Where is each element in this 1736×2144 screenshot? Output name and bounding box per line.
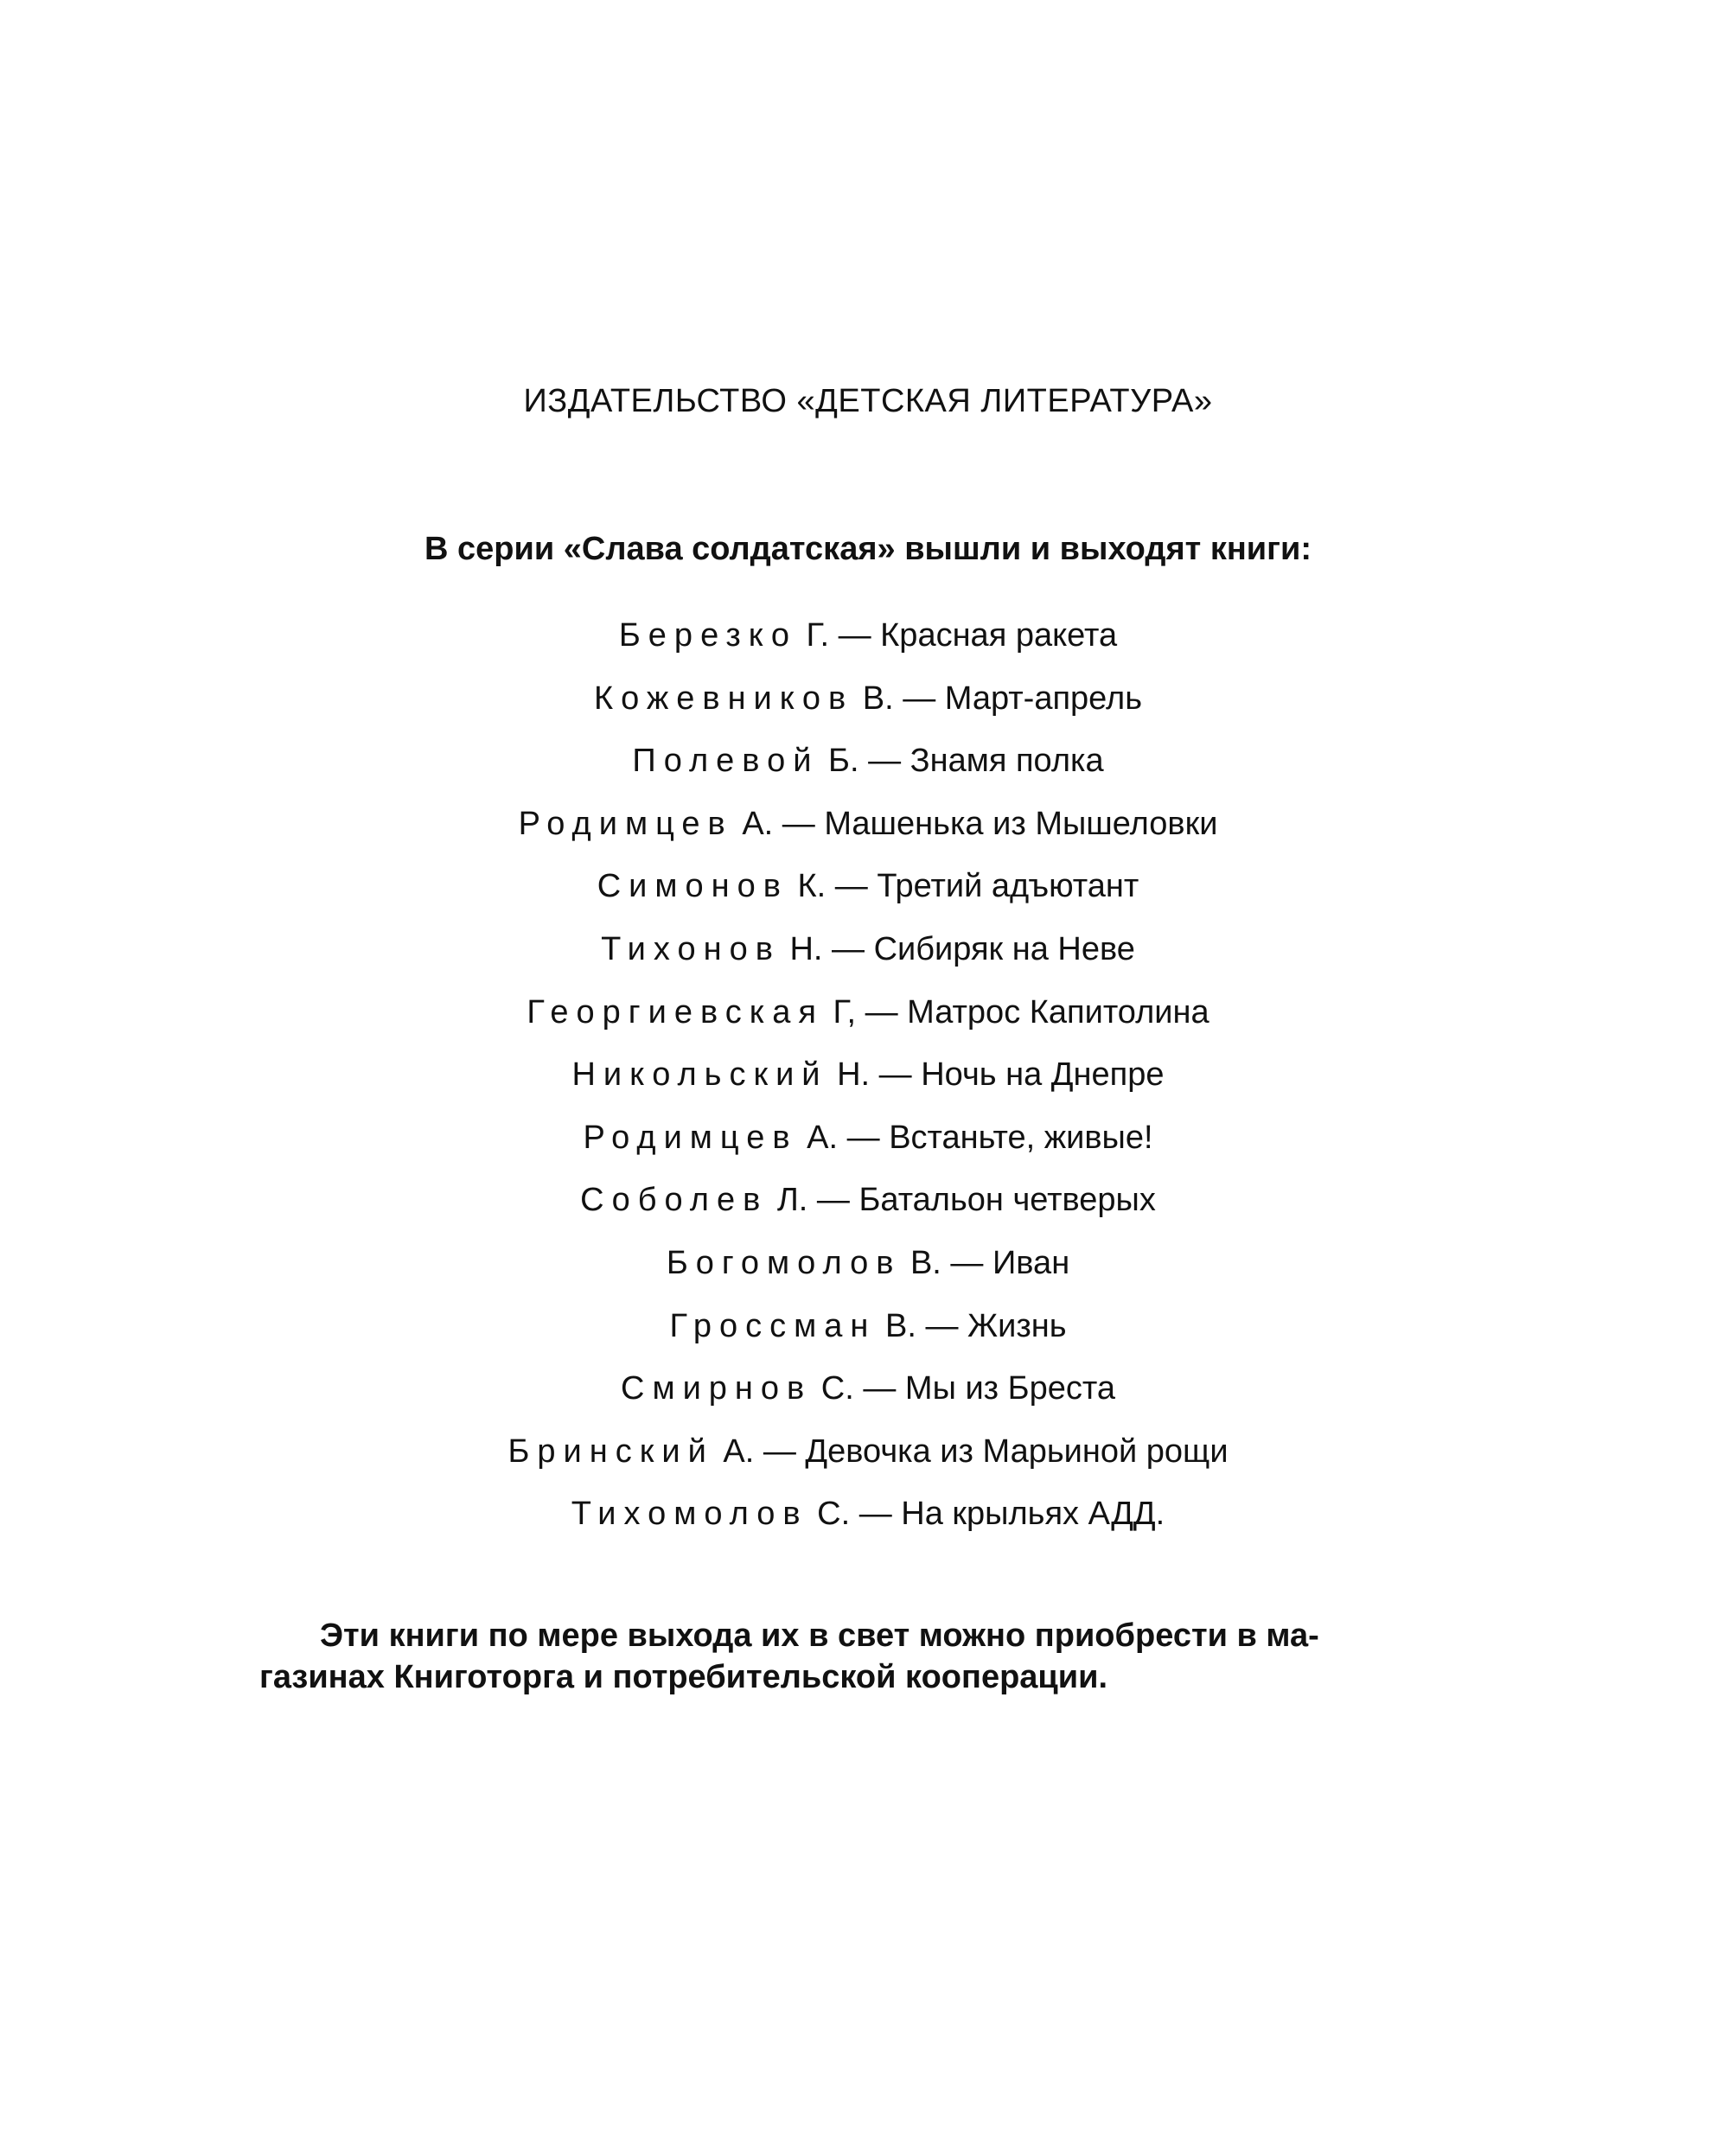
dash: — <box>903 680 936 717</box>
book-entry <box>0 612 1736 675</box>
publisher-name: ИЗДАТЕЛЬСТВО «ДЕТСКАЯ ЛИТЕРАТУРА» <box>523 383 1213 419</box>
dash: — <box>868 743 902 780</box>
book-title: Мы из Бреста <box>904 1370 1115 1407</box>
book-title: Жизнь <box>967 1307 1067 1344</box>
book-title: Знамя полка <box>909 743 1104 780</box>
book-author: Полевой <box>632 743 820 780</box>
book-entry <box>0 1114 1736 1177</box>
book-author-initial: Н. <box>837 1056 871 1094</box>
book-author-initial: Г, <box>833 993 857 1031</box>
book-author: Георгиевская <box>527 993 824 1031</box>
book-entry <box>0 926 1736 989</box>
book-entry <box>0 1365 1736 1428</box>
book-author: Тихомолов <box>571 1496 808 1533</box>
book-title: Ночь на Днепре <box>921 1056 1165 1094</box>
book-title: Батальон четверых <box>858 1182 1156 1219</box>
book-author-initial: В. <box>909 1244 941 1281</box>
dash: — <box>838 617 871 654</box>
book-author: Березко <box>618 617 797 654</box>
dash: — <box>782 805 815 842</box>
dash: — <box>832 930 865 967</box>
book-author-initial: К. <box>797 868 827 905</box>
book-author-initial: Н. <box>789 930 823 967</box>
book-entry <box>0 675 1736 738</box>
book-author: Смирнов <box>621 1370 813 1407</box>
book-author: Богомолов <box>666 1244 902 1281</box>
book-entry <box>0 1051 1736 1114</box>
book-author: Кожевников <box>593 680 854 717</box>
dash: — <box>950 1244 984 1281</box>
availability-note <box>259 1615 1418 1698</box>
book-entry <box>0 863 1736 926</box>
availability-note-line: Эти книги по мере выхода их в свет можно приобрести в ма- <box>320 1618 1319 1654</box>
book-entry <box>0 1428 1736 1491</box>
dash: — <box>865 993 898 1031</box>
book-entry <box>0 1240 1736 1303</box>
book-entry <box>0 1177 1736 1240</box>
dash: — <box>925 1307 959 1344</box>
book-title: Девочка из Марьиной рощи <box>805 1433 1229 1470</box>
book-author: Никольский <box>571 1056 828 1094</box>
book-title: Иван <box>992 1244 1070 1281</box>
book-entry <box>0 989 1736 1052</box>
book-author-initial: В. <box>884 1307 916 1344</box>
dash: — <box>878 1056 912 1094</box>
book-author: Соболев <box>580 1182 769 1219</box>
dash: — <box>816 1182 850 1219</box>
book-author-initial: Л. <box>776 1182 808 1219</box>
book-title: На крыльях АДД. <box>901 1496 1165 1533</box>
book-title: Красная ракета <box>880 617 1118 654</box>
dash: — <box>858 1496 892 1533</box>
book-entry <box>0 737 1736 801</box>
book-title: Встаньте, живые! <box>889 1119 1153 1156</box>
book-author-initial: А. <box>723 1433 755 1470</box>
book-author-initial: А. <box>742 805 774 842</box>
book-author-initial: Б. <box>828 743 859 780</box>
series-heading: В серии «Слава солдатская» вышли и выходят книги: <box>424 531 1312 567</box>
book-title: Матрос Капитолина <box>907 993 1209 1031</box>
book-author-initial: С. <box>820 1370 854 1407</box>
book-title: Третий адъютант <box>877 868 1139 905</box>
book-author: Гроссман <box>669 1307 877 1344</box>
book-author-initial: В. <box>862 680 894 717</box>
book-author-initial: С. <box>817 1496 851 1533</box>
book-title: Сибиряк на Неве <box>873 930 1135 967</box>
book-entry <box>0 1490 1736 1554</box>
book-author: Тихонов <box>601 930 781 967</box>
book-title: Март-апрель <box>944 680 1143 717</box>
book-author-initial: Г. <box>806 617 830 654</box>
dash: — <box>863 1370 897 1407</box>
book-author: Родимцев <box>518 805 733 842</box>
availability-note-line: газинах Книготорга и потребительской кооперации. <box>259 1659 1108 1695</box>
dash: — <box>846 1119 880 1156</box>
dash: — <box>763 1433 796 1470</box>
book-list <box>0 612 1736 1554</box>
book-title: Машенька из Мышеловки <box>824 805 1218 842</box>
book-author: Симонов <box>597 868 788 905</box>
dash: — <box>834 868 868 905</box>
book-author: Бринский <box>507 1433 714 1470</box>
book-entry <box>0 1303 1736 1366</box>
book-author: Родимцев <box>583 1119 798 1156</box>
book-author-initial: А. <box>807 1119 839 1156</box>
book-entry <box>0 801 1736 864</box>
